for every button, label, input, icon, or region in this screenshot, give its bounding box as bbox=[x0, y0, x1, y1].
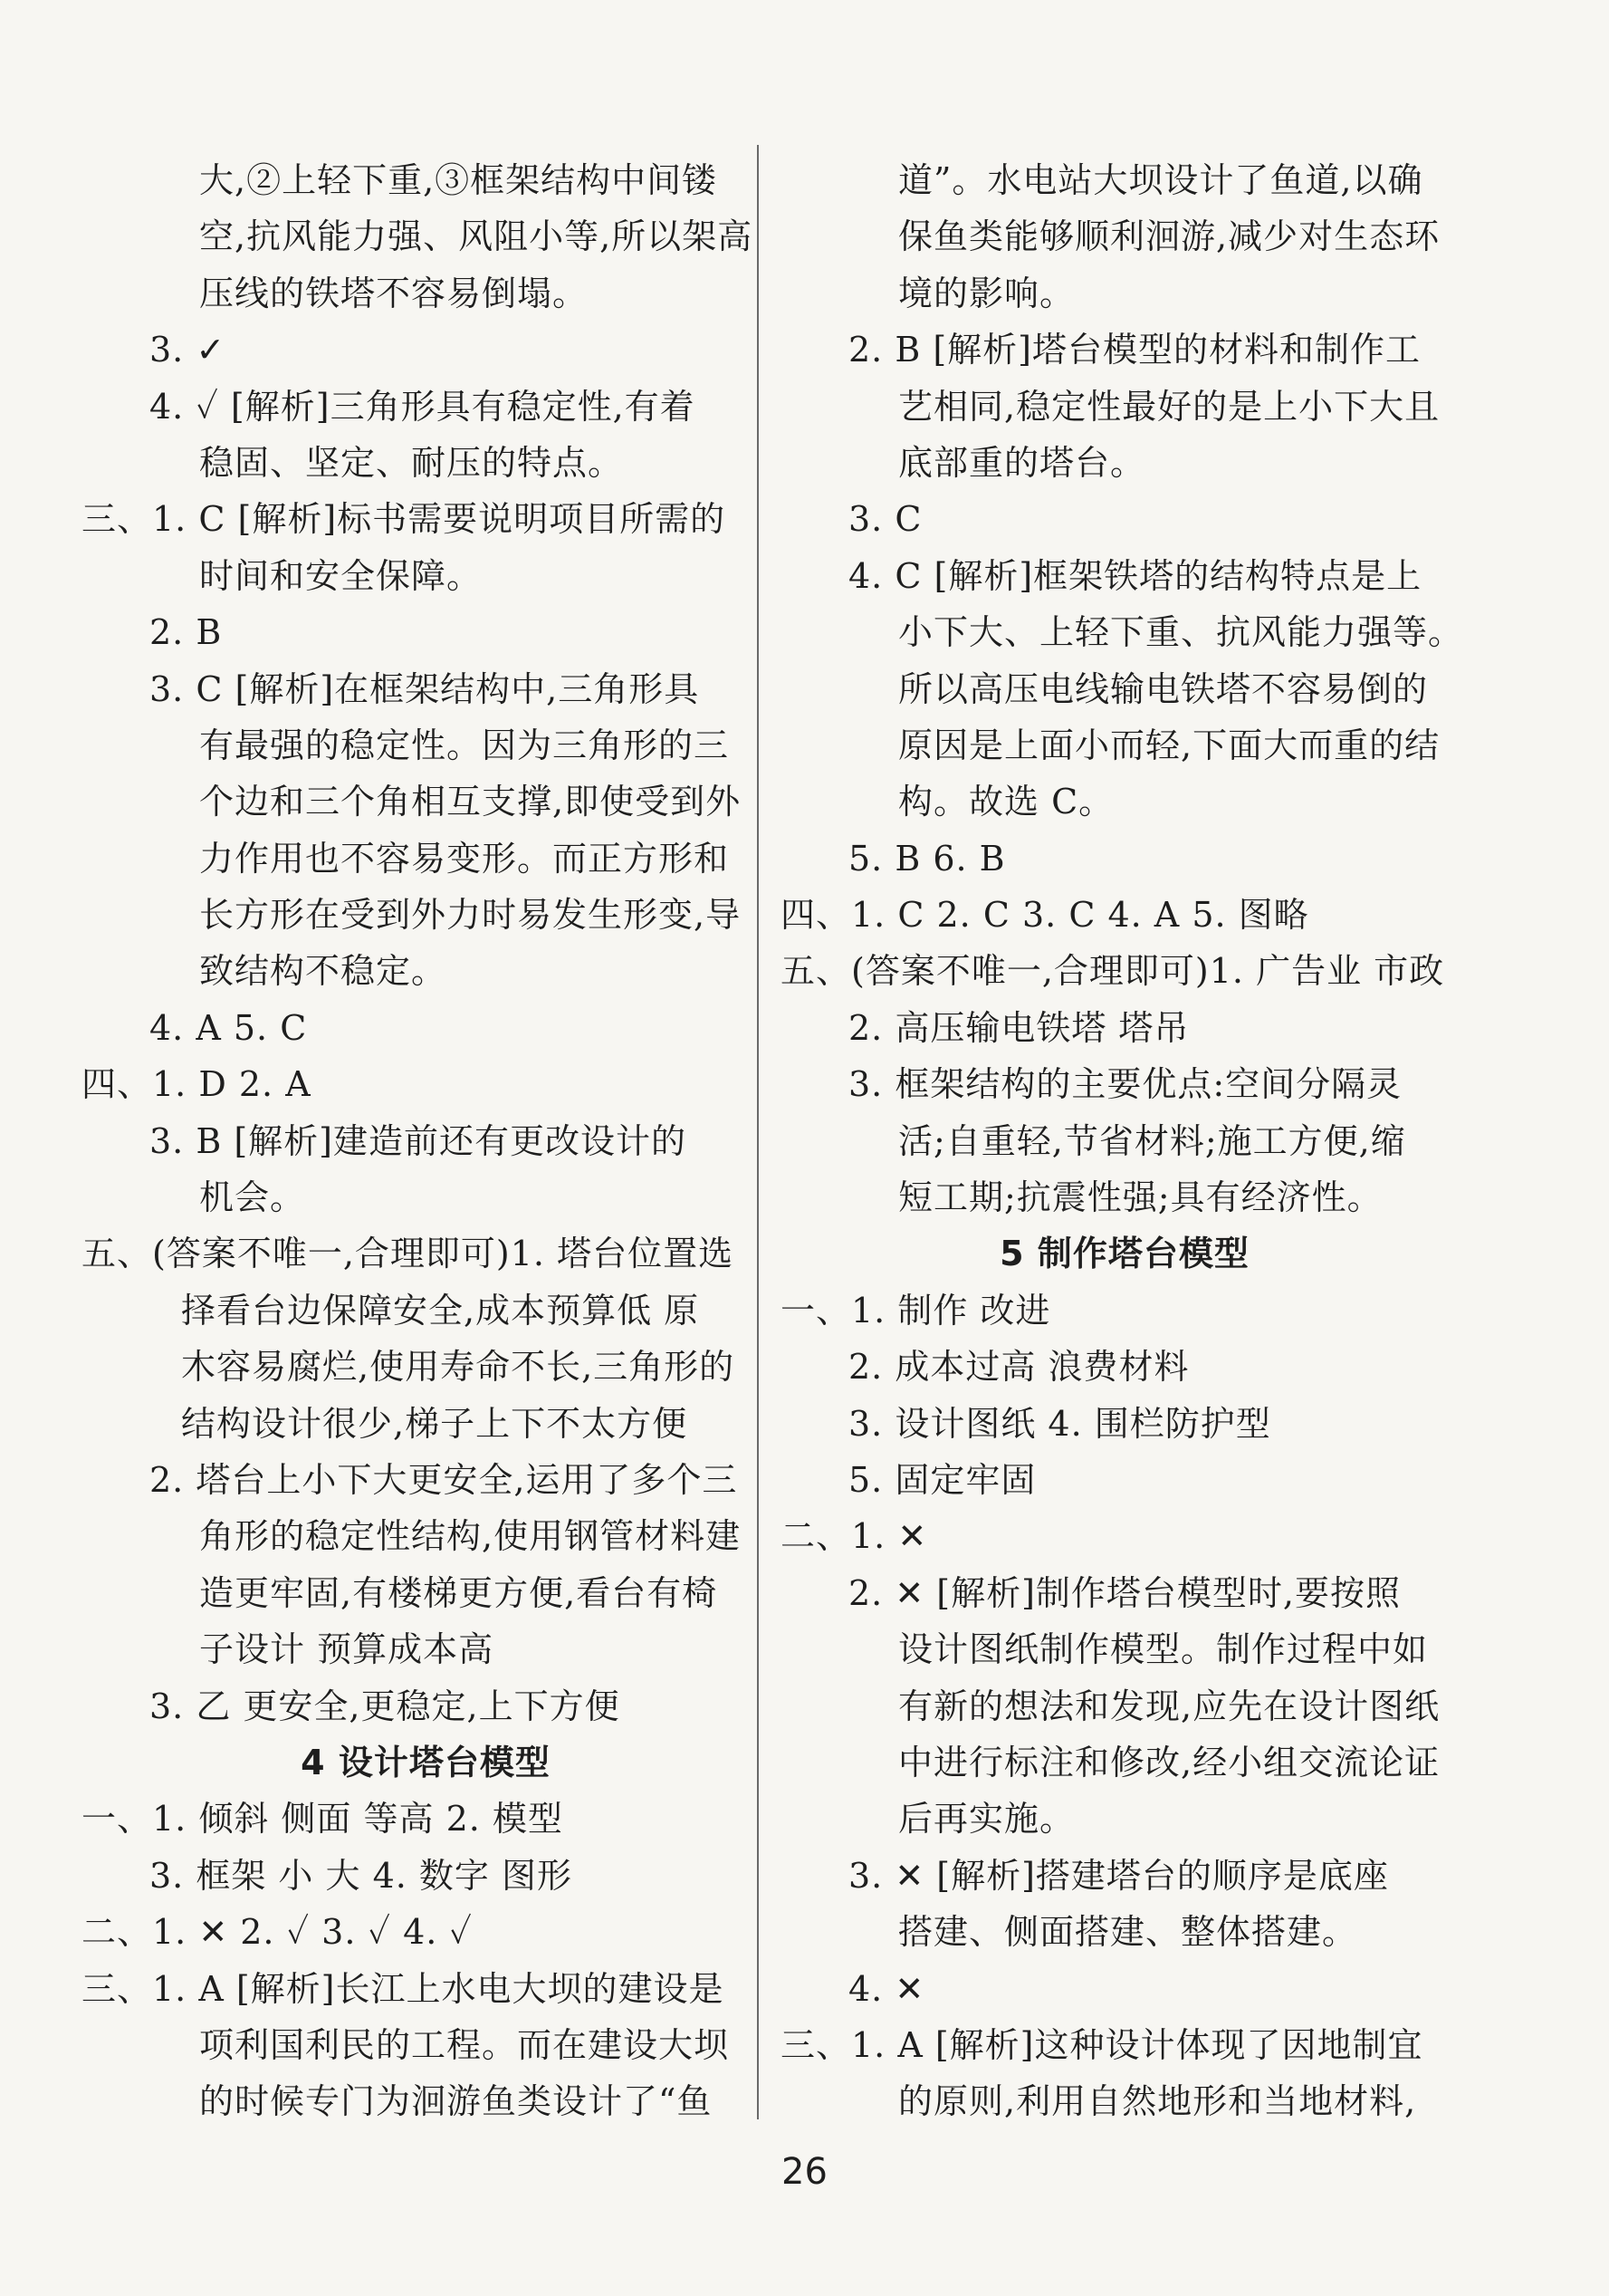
answer-line: 3. 框架 小 大 4. 数字 图形 bbox=[149, 1855, 572, 1896]
answer-line: 项利国利民的工程。而在建设大坝 bbox=[199, 2024, 730, 2065]
answer-line: 稳固、坚定、耐压的特点。 bbox=[199, 442, 624, 483]
page-number: 26 bbox=[781, 2151, 828, 2193]
answer-line: 搭建、侧面搭建、整体搭建。 bbox=[898, 1912, 1358, 1953]
answer-line: 五、(答案不唯一,合理即可)1. 广告业 市政 bbox=[781, 951, 1445, 992]
answer-line: 艺相同,稳定性最好的是上小下大且 bbox=[898, 386, 1441, 427]
answer-line: 短工期;抗震性强;具有经济性。 bbox=[898, 1177, 1383, 1218]
answer-line: 2. B bbox=[149, 612, 223, 653]
answer-line: 小下大、上轻下重、抗风能力强等。 bbox=[898, 612, 1464, 653]
answer-line: 结构设计很少,梯子上下不太方便 bbox=[181, 1403, 688, 1444]
answer-line: 2. 成本过高 浪费材料 bbox=[848, 1347, 1190, 1388]
answer-line: 4. ✕ bbox=[848, 1968, 925, 2009]
answer-line: 境的影响。 bbox=[898, 273, 1076, 313]
answer-line: 原因是上面小而轻,下面大而重的结 bbox=[898, 725, 1441, 765]
answer-line: 构。故选 C。 bbox=[898, 782, 1115, 822]
answer-line: 二、1. ✕ 2. ✓ 3. ✓ 4. ✓ bbox=[81, 1912, 473, 1953]
answer-line: 2. ✕ [解析]制作塔台模型时,要按照 bbox=[848, 1572, 1401, 1613]
answer-line: 3. ✓ bbox=[149, 330, 226, 370]
answer-line: 长方形在受到外力时易发生形变,导 bbox=[199, 895, 742, 936]
answer-line: 力作用也不容易变形。而正方形和 bbox=[199, 838, 730, 879]
answer-line: 3. 乙 更安全,更稳定,上下方便 bbox=[149, 1686, 620, 1726]
left-column bbox=[81, 152, 770, 2130]
column-divider bbox=[757, 145, 759, 2119]
answer-line: 活;自重轻,节省材料;施工方便,缩 bbox=[898, 1120, 1406, 1161]
answer-line: 五、(答案不唯一,合理即可)1. 塔台位置选 bbox=[81, 1234, 734, 1274]
right-column bbox=[781, 152, 1469, 2130]
answer-line: 角形的稳定性结构,使用钢管材料建 bbox=[199, 1516, 742, 1557]
answer-line: 设计图纸制作模型。制作过程中如 bbox=[898, 1629, 1429, 1670]
answer-line: 4. C [解析]框架铁塔的结构特点是上 bbox=[848, 555, 1422, 596]
answer-line: 3. 框架结构的主要优点:空间分隔灵 bbox=[848, 1064, 1403, 1105]
answer-line: 的时候专门为洄游鱼类设计了“鱼 bbox=[199, 2081, 713, 2122]
answer-line: 4. ✓ [解析]三角形具有稳定性,有着 bbox=[149, 386, 695, 427]
answer-line: 道”。水电站大坝设计了鱼道,以确 bbox=[898, 160, 1423, 200]
answer-line: 2. B [解析]塔台模型的材料和制作工 bbox=[848, 330, 1421, 370]
answer-line: 一、1. 制作 改进 bbox=[781, 1290, 1051, 1331]
answer-line: 一、1. 倾斜 侧面 等高 2. 模型 bbox=[81, 1799, 563, 1840]
answer-line: 中进行标注和修改,经小组交流论证 bbox=[898, 1742, 1441, 1782]
answer-line: 二、1. ✕ bbox=[781, 1516, 928, 1557]
answer-line: 三、1. A [解析]长江上水电大坝的建设是 bbox=[81, 1968, 724, 2009]
section-title: 4 设计塔台模型 bbox=[301, 1742, 551, 1782]
answer-line: 致结构不稳定。 bbox=[199, 951, 447, 992]
answer-line: 3. ✕ [解析]搭建塔台的顺序是底座 bbox=[848, 1855, 1389, 1896]
answer-line: 保鱼类能够顺利洄游,减少对生态环 bbox=[898, 216, 1441, 257]
answer-line: 5. 固定牢固 bbox=[848, 1459, 1037, 1500]
answer-line: 的原则,利用自然地形和当地材料, bbox=[898, 2081, 1417, 2122]
answer-line: 3. C [解析]在框架结构中,三角形具 bbox=[149, 668, 700, 709]
answer-line: 三、1. C [解析]标书需要说明项目所需的 bbox=[81, 499, 726, 540]
answer-line: 3. C bbox=[848, 499, 923, 540]
answer-line: 四、1. D 2. A bbox=[81, 1064, 311, 1105]
answer-line: 2. 高压输电铁塔 塔吊 bbox=[848, 1007, 1190, 1048]
answer-line: 三、1. A [解析]这种设计体现了因地制宜 bbox=[781, 2024, 1423, 2065]
answer-line: 2. 塔台上小下大更安全,运用了多个三 bbox=[149, 1459, 738, 1500]
answer-line: 4. A 5. C bbox=[149, 1007, 308, 1048]
answer-line: 后再实施。 bbox=[898, 1799, 1076, 1840]
answer-line: 大,②上轻下重,③框架结构中间镂 bbox=[199, 160, 718, 200]
answer-line: 四、1. C 2. C 3. C 4. A 5. 图略 bbox=[781, 895, 1309, 936]
answer-line: 时间和安全保障。 bbox=[199, 555, 483, 596]
answer-line: 底部重的塔台。 bbox=[898, 442, 1146, 483]
answer-line: 个边和三个角相互支撑,即使受到外 bbox=[199, 782, 742, 822]
answer-line: 木容易腐烂,使用寿命不长,三角形的 bbox=[181, 1347, 735, 1388]
answer-line: 子设计 预算成本高 bbox=[199, 1629, 494, 1670]
answer-line: 3. B [解析]建造前还有更改设计的 bbox=[149, 1120, 686, 1161]
answer-line: 机会。 bbox=[199, 1177, 306, 1218]
answer-line: 有最强的稳定性。因为三角形的三 bbox=[199, 725, 730, 765]
answer-line: 5. B 6. B bbox=[848, 838, 1006, 879]
answer-line: 空,抗风能力强、风阻小等,所以架高 bbox=[199, 216, 753, 257]
answer-line: 所以高压电线输电铁塔不容易倒的 bbox=[898, 668, 1429, 709]
answer-line: 择看台边保障安全,成本预算低 原 bbox=[181, 1290, 700, 1331]
answer-line: 有新的想法和发现,应先在设计图纸 bbox=[898, 1686, 1441, 1726]
section-title: 5 制作塔台模型 bbox=[1000, 1234, 1250, 1274]
answer-line: 造更牢固,有楼梯更方便,看台有椅 bbox=[199, 1572, 718, 1613]
answer-line: 3. 设计图纸 4. 围栏防护型 bbox=[848, 1403, 1271, 1444]
answer-line: 压线的铁塔不容易倒塌。 bbox=[199, 273, 589, 313]
